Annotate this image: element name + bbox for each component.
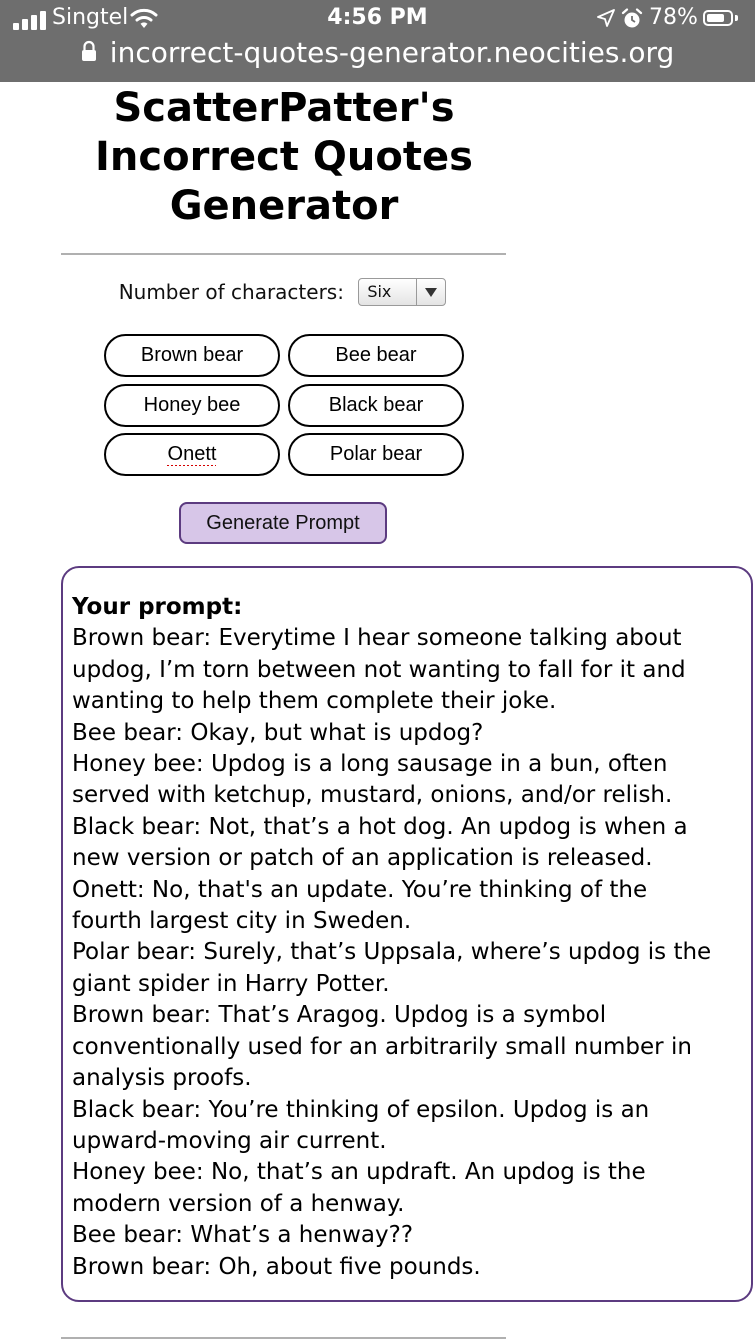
top-divider bbox=[61, 253, 506, 255]
address-bar[interactable] bbox=[0, 36, 755, 70]
chevron-down-icon bbox=[425, 288, 437, 297]
character-input-4[interactable] bbox=[288, 384, 464, 427]
status-time: 4:56 PM bbox=[327, 5, 428, 30]
character-input-3[interactable] bbox=[104, 384, 280, 427]
lock-icon bbox=[81, 40, 97, 66]
browser-top-bar bbox=[0, 0, 755, 82]
battery-percentage: 78% bbox=[649, 5, 698, 30]
prompt-line: Polar bear: Surely, that’s Uppsala, where’s updog is the giant spider in Harry Potter. bbox=[72, 939, 712, 997]
prompt-line: Honey bee: Updog is a long sausage in a bun, often served with ketchup, mustard, onions, and/or relish. bbox=[72, 751, 673, 809]
alarm-icon bbox=[621, 8, 643, 34]
prompt-line: Brown bear: That’s Aragog. Updog is a symbol conventionally used for an arbitrarily small number in analysis proofs. bbox=[72, 1002, 692, 1092]
prompt-output-box bbox=[61, 566, 753, 1302]
character-input-5[interactable] bbox=[104, 433, 280, 476]
prompt-line: Black bear: Not, that’s a hot dog. An updog is when a new version or patch of an application is released. bbox=[72, 813, 688, 872]
character-count-label: Number of characters: bbox=[118, 280, 344, 304]
character-input-1[interactable] bbox=[104, 334, 280, 377]
status-bar bbox=[0, 0, 755, 38]
location-arrow-icon bbox=[597, 9, 615, 31]
page-title bbox=[40, 84, 528, 231]
carrier-name: Singtel bbox=[52, 5, 129, 30]
select-arrow-button bbox=[416, 279, 445, 305]
prompt-line: Brown bear: Oh, about five pounds. bbox=[72, 1253, 481, 1280]
title-line-2: Incorrect Quotes bbox=[95, 134, 473, 180]
generate-prompt-button[interactable]: Generate Prompt bbox=[179, 502, 387, 544]
prompt-line: Bee bear: Okay, but what is updog? bbox=[72, 719, 484, 746]
prompt-line: Brown bear: Everytime I hear someone talking about updog, I’m torn between not wanting to fall for it and wanting to help them complete their joke. bbox=[72, 625, 686, 715]
character-count-value: Six bbox=[367, 282, 392, 301]
character-count-select[interactable] bbox=[358, 278, 446, 306]
character-count-row bbox=[0, 278, 565, 306]
battery-icon bbox=[703, 10, 733, 26]
battery-tip bbox=[735, 15, 738, 21]
url-text: incorrect-quotes-generator.neocities.org bbox=[109, 36, 675, 69]
prompt-line: Onett: No, that's an update. You’re thinking of the fourth largest city in Sweden. bbox=[72, 876, 648, 935]
prompt-line: Bee bear: What’s a henway?? bbox=[72, 1222, 414, 1249]
title-line-3: Generator bbox=[169, 183, 399, 229]
prompt-line: Black bear: You’re thinking of epsilon. Updog is an upward-moving air current. bbox=[72, 1096, 650, 1154]
prompt-heading: Your prompt: bbox=[72, 594, 243, 620]
prompt-line: Honey bee: No, that’s an updraft. An updog is the modern version of a henway. bbox=[72, 1159, 646, 1217]
character-input-2[interactable] bbox=[288, 334, 464, 377]
battery-level-fill bbox=[707, 14, 724, 22]
character-input-6[interactable] bbox=[288, 433, 464, 476]
title-line-1: ScatterPatter's bbox=[113, 85, 455, 131]
bottom-divider bbox=[61, 1337, 506, 1339]
